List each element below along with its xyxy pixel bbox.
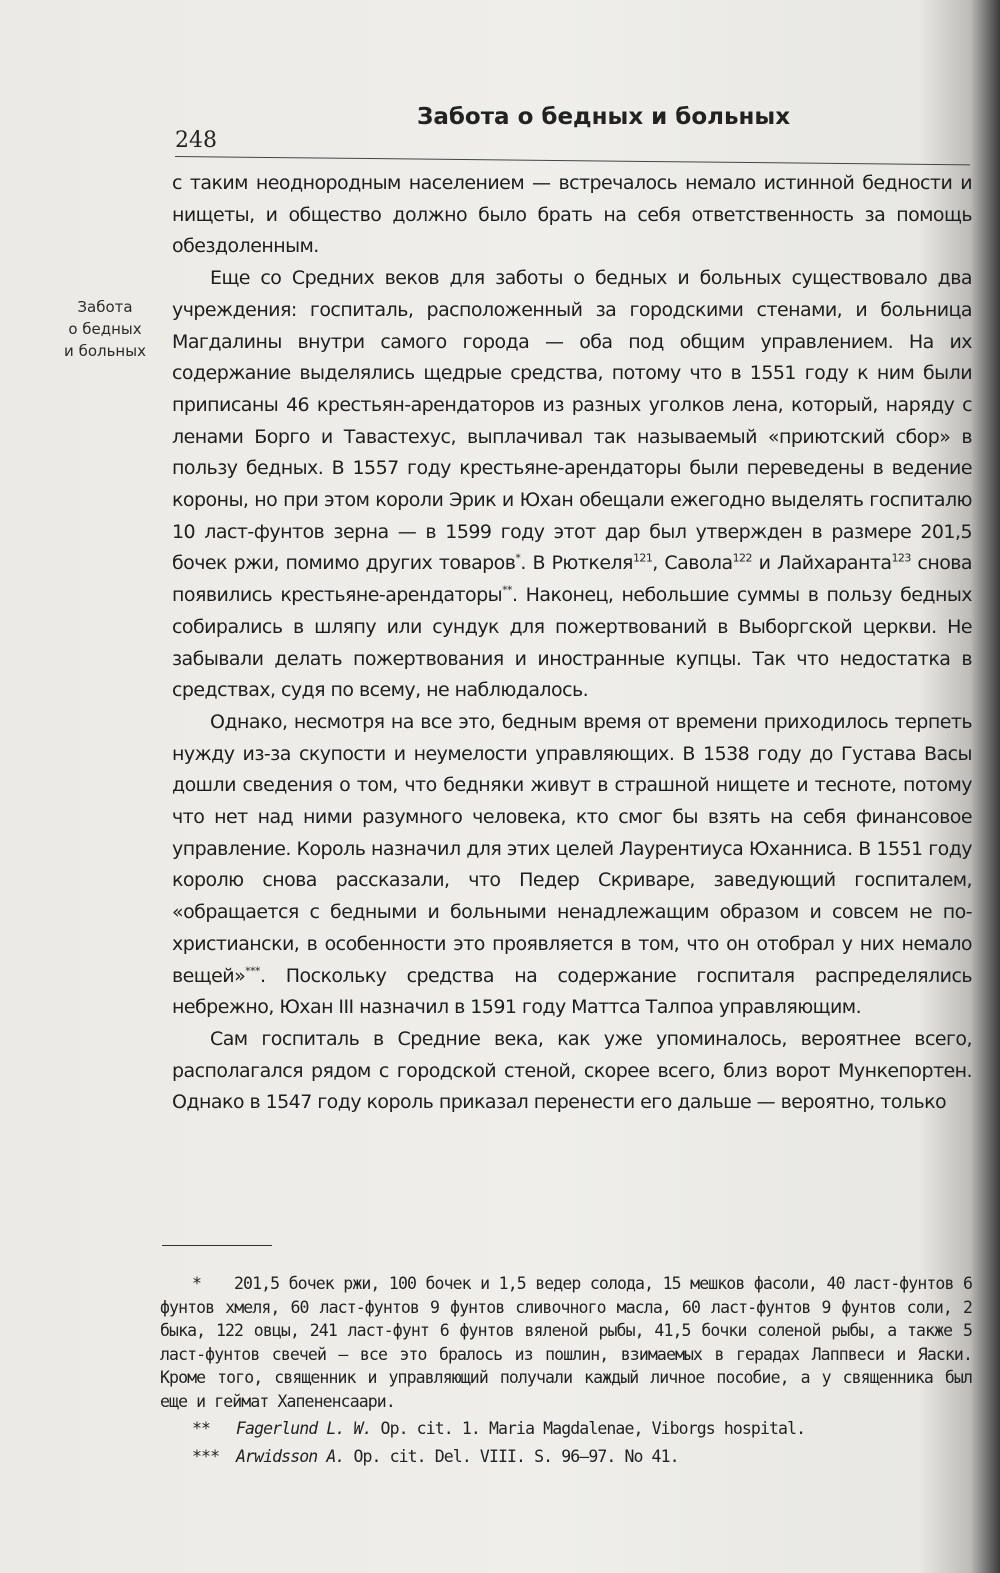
paragraph-1: с таким неоднородным населением — встречалось немало истинной бедности и нищеты, и общество должно было брать на себя ответственность за помощь обездоленным. <box>172 172 972 258</box>
footnote-mark: ** <box>192 1419 211 1438</box>
text-run: Еще со Средних веков для заботы о бедных и больных существовало два учреждения: госпиталь, расположенный за городскими стенами, и больница Магдалины внутри самого города — оба под общим управлением. На их содержание выделялись щедрые средства, потому что в 1551 году к ним были приписаны 46 крестьян-арендаторов из разных уголков лена, который, наряду с ленами Борго и Тавастехус, выплачивал так называемый «приютский сбор» в пользу бедных. В 1557 году крестьяне-арендаторы были переведены в ведение короны, но при этом короли Эрик и Юхан обещали ежегодно выделять госпиталю 10 ласт-фунтов зерна — в 1599 году этот дар был утвержден в размере 201,5 бочек ржи, помимо других товаров <box>172 267 972 575</box>
page-header <box>175 100 970 160</box>
footnote-3 <box>160 1445 972 1469</box>
footnote-text: Op. cit. 1. Maria Magdalenae, Viborgs hospital. <box>371 1419 806 1438</box>
footnote-author: Arwidsson A. <box>236 1446 345 1466</box>
footnote-ref: *** <box>245 964 261 978</box>
paragraph-2 <box>172 263 972 707</box>
footnote-ref: * <box>515 552 521 566</box>
margin-note-line: и больных <box>64 342 146 360</box>
footnote-rule <box>162 1245 272 1246</box>
margin-note-line: о бедных <box>68 320 142 338</box>
margin-note-line: Забота <box>77 298 133 316</box>
text-run: . В Рюткеля <box>520 552 633 575</box>
text-run: снова появились крестьяне-арендаторы <box>172 552 973 607</box>
footnote-text: Op. cit. Del. VIII. S. 96–97. No 41. <box>344 1446 679 1466</box>
text-run: , Савола <box>652 552 733 575</box>
footnote-ref: ** <box>502 583 512 597</box>
footnote-2 <box>160 1417 972 1441</box>
text-run: . Поскольку средства на содержание госпиталя распределялись небрежно, Юхан III назначил в 1591 году Маттса Талпоа управляющим. <box>172 964 972 1019</box>
page-number: 248 <box>175 128 217 153</box>
footnote-1 <box>160 1272 972 1413</box>
footnote-author: Fagerlund L. W. <box>236 1419 372 1438</box>
endnote-ref: 122 <box>732 552 752 566</box>
text-run: . Наконец, небольшие суммы в пользу бедных собирались в шляпу или сундук для пожертвований в Выборгской церкви. Не забывали делать пожертвования и иностранные купцы. Так что недостатка в средствах, судя по всему, не наблюдалось. <box>172 584 973 702</box>
text-run: Однако, несмотря на все это, бедным время от времени приходилось терпеть нужду из-за скупости и неумелости управляющих. В 1538 году до Густава Васы дошли сведения о том, что бедняки живут в страшной нищете и тесноте, потому что нет над ними разумного человека, кто смог бы взять на себя финансовое управление. Король назначил для этих целей Лаурентиуса Юханниса. В 1551 году королю снова рассказали, что Педер Скриваре, заведующий госпиталем, «обращается с бедными и больными ненадлежащим образом и совсем не по-христиански, в особенности это проявляется в том, что он отобрал у них немало вещей» <box>172 710 972 987</box>
text-run: и Лайхаранта <box>751 552 892 575</box>
footnote-mark: *** <box>192 1446 220 1466</box>
paragraph-4: Сам госпиталь в Средние века, как уже упоминалось, вероятнее всего, располагался рядом с городской стеной, скорее всего, близ ворот Мункепортен. Однако в 1547 году король приказал перенести его дальше — вероятно, только <box>172 1027 972 1114</box>
footnote-mark: * <box>192 1274 202 1293</box>
running-title: Забота о бедных и больных <box>417 104 791 130</box>
endnote-ref: 123 <box>891 552 911 566</box>
header-rule <box>175 156 970 165</box>
footnote-text: 201,5 бочек ржи, 100 бочек и 1,5 ведер солода, 15 мешков фасоли, 40 ласт-фунтов 6 фунтов хмеля, 60 ласт-фунтов 9 фунтов сливочного масла, 60 ласт-фунтов 9 фунтов соли, 2 быка, 122 овцы, 241 ласт-фунт 6 фунтов вяленой рыбы, 41,5 бочки соленой рыбы, а также 5 ласт-фунтов свечей — все это бралось из пошлин, взимаемых в герадах Лаппвеси и Яаски. Кроме того, священник и управляющий получали каждый личное пособие, а у священника был еще и геймат Хапененсаари. <box>160 1274 972 1411</box>
paragraph-3 <box>172 707 972 1024</box>
margin-note <box>50 296 160 362</box>
endnote-ref: 121 <box>632 552 653 566</box>
main-text <box>172 168 972 1119</box>
footnotes <box>160 1272 972 1472</box>
